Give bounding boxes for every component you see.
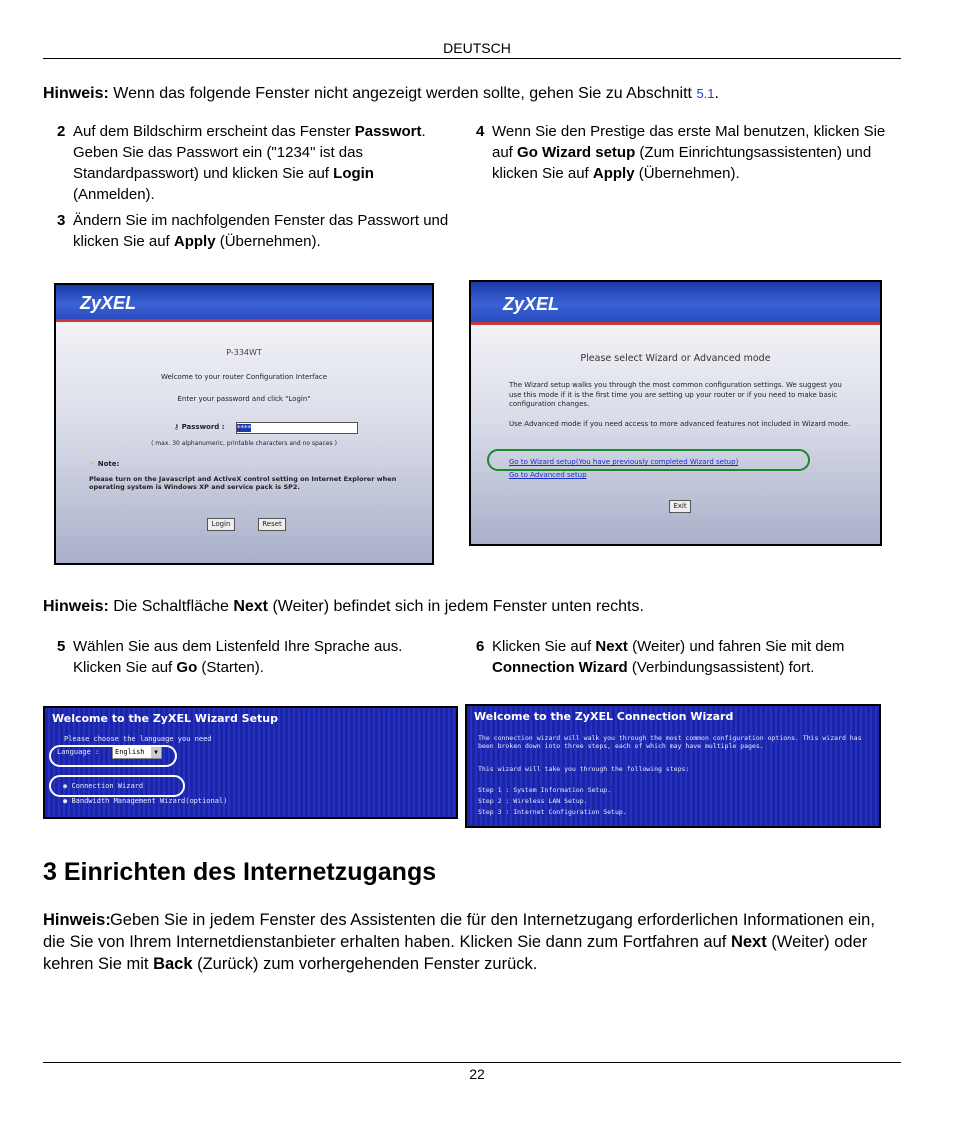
choose-language-text: Please choose the language you need <box>64 735 212 743</box>
zyxel-logo: ZyXEL <box>80 293 137 313</box>
zyxel-banner <box>56 285 432 322</box>
step-text: (Starten). <box>201 659 264 676</box>
connection-wizard-screenshot <box>465 704 881 828</box>
note-keyword: Back <box>153 955 193 973</box>
step-text: Ändern Sie im nachfolgenden Fenster das Passwort und klicken Sie auf <box>73 212 449 250</box>
note-hand-icon: ☞ <box>89 460 96 468</box>
highlight-oval <box>49 775 185 797</box>
connection-wizard-title: Welcome to the ZyXEL Connection Wizard <box>474 710 734 723</box>
step-keyword: Go <box>176 659 198 676</box>
step-text: . Geben Sie das Passwort ein ("1234" ist das Standardpasswort) und klicken Sie auf <box>73 123 426 182</box>
highlight-oval <box>487 449 810 471</box>
steps-intro: This wizard will take you through the following steps: <box>478 765 690 773</box>
wizard-setup-title: Welcome to the ZyXEL Wizard Setup <box>52 712 279 725</box>
note-heading <box>89 460 119 468</box>
note-text: Wenn das folgende Fenster nicht angezeigt werden sollte, gehen Sie zu Abschnitt <box>113 85 692 102</box>
login-button[interactable]: Login <box>207 518 235 531</box>
exit-button[interactable]: Exit <box>669 500 691 513</box>
wizard-setup-screenshot <box>43 706 458 819</box>
note-text: (Zurück) zum vorhergehenden Fenster zurück. <box>197 955 538 973</box>
step-text: (Übernehmen). <box>638 165 740 182</box>
note-label: Hinweis: <box>43 911 111 929</box>
note-text: (Weiter) befindet sich in jedem Fenster unten rechts. <box>272 598 644 615</box>
wizard-description: The Wizard setup walks you through the most common configuration settings. We suggest you use this mode if it is the first time you are setting up your router or if you need to make basic configuration changes. <box>509 381 842 408</box>
advanced-setup-link[interactable]: Go to Advanced setup <box>509 471 587 479</box>
enter-password-text: Enter your password and click "Login" <box>177 395 311 403</box>
mode-panel <box>471 325 880 544</box>
radio-icon[interactable]: ● <box>63 797 68 805</box>
bandwidth-wizard-option[interactable] <box>63 797 227 805</box>
password-label-text: Password : <box>181 423 225 431</box>
step-text: Wenn Sie den Prestige das erste Mal benutzen, klicken Sie auf <box>492 123 886 161</box>
step-keyword: Apply <box>173 233 216 250</box>
mode-screenshot <box>469 280 882 546</box>
key-icon: ⚷ <box>174 423 180 431</box>
option-label: Bandwidth Management Wizard(optional) <box>71 797 228 805</box>
section-link[interactable]: 5.1 <box>696 86 715 101</box>
note-keyword: Next <box>730 933 767 951</box>
advanced-description: Use Advanced mode if you need access to more advanced features not included in Wizard mode. <box>509 420 851 428</box>
note-end: . <box>714 85 719 102</box>
step-3 <box>57 210 452 252</box>
chevron-down-icon[interactable]: ▼ <box>151 747 161 758</box>
zyxel-banner <box>471 282 880 325</box>
reset-button[interactable]: Reset <box>258 518 286 531</box>
password-label <box>174 423 225 431</box>
note-wizard-info <box>43 909 901 973</box>
note-label: Hinweis: <box>43 598 109 615</box>
step-text: Wählen Sie aus dem Listenfeld Ihre Sprache aus. Klicken Sie auf <box>73 638 403 676</box>
wizard-step-1: Step 1 : System Information Setup. <box>478 786 612 794</box>
step-text: Auf dem Bildschirm erscheint das Fenster <box>73 123 351 140</box>
note-text: Please turn on the Javascript and ActiveX control setting on Internet Explorer when operating system is Windows XP and service pack is SP2. <box>89 475 397 491</box>
note-text: Geben Sie in jedem Fenster des Assistenten die für den Internetzugang erforderlichen Informationen ein, die Sie von Ihrem Internetdienstanbieter erhalten haben. Klicken Sie dann zum Fortfahren auf <box>43 911 875 951</box>
password-value: **** <box>237 424 251 432</box>
step-number: 6 <box>476 638 485 655</box>
step-number: 3 <box>57 212 66 229</box>
highlight-oval <box>49 745 177 767</box>
note-body <box>43 909 901 975</box>
step-keyword: Next <box>595 638 628 655</box>
step-text: (Anmelden). <box>73 186 155 203</box>
step-4 <box>476 121 901 184</box>
wizard-step-3: Step 3 : Internet Configuration Setup. <box>478 808 627 816</box>
step-text: (Übernehmen). <box>219 233 321 250</box>
connection-wizard-intro: The connection wizard will walk you through the most common configuration options. This wizard has been broken down into three steps, each of which may have multiple pages. <box>478 734 862 750</box>
section-heading: 3 Einrichten des Internetzugangs <box>43 858 437 886</box>
page-number: 22 <box>469 1066 485 1082</box>
language-label: Language : <box>57 748 100 756</box>
zyxel-logo: ZyXEL <box>503 294 560 314</box>
step-keyword: Apply <box>592 165 635 182</box>
note-label: Note: <box>97 460 120 468</box>
step-keyword: Go Wizard setup <box>517 144 636 161</box>
step-keyword: Connection Wizard <box>492 659 628 676</box>
wizard-setup-link[interactable]: Go to Wizard setup(You have previously completed Wizard setup) <box>509 458 739 466</box>
note-label: Hinweis: <box>43 85 109 102</box>
step-number: 2 <box>57 123 66 140</box>
note-window-missing <box>43 83 903 105</box>
note-text: Die Schaltfläche <box>113 598 229 615</box>
step-text: (Verbindungsassistent) fort. <box>631 659 815 676</box>
model-name: P-334WT <box>226 348 262 357</box>
running-header: DEUTSCH <box>443 40 511 56</box>
step-text: (Zum Einrichtungsassistenten) und klicken Sie auf <box>492 144 872 182</box>
password-hint: ( max. 30 alphanumeric, printable characters and no spaces ) <box>151 440 337 447</box>
language-value: English <box>115 748 145 756</box>
welcome-text: Welcome to your router Configuration Interface <box>160 373 328 381</box>
step-keyword: Passwort <box>354 123 422 140</box>
step-number: 4 <box>476 123 485 140</box>
login-panel <box>56 322 432 563</box>
step-number: 5 <box>57 638 66 655</box>
step-text: (Weiter) und fahren Sie mit dem <box>632 638 845 655</box>
radio-selected-icon[interactable]: ◉ <box>63 782 68 790</box>
header-rule <box>43 58 901 59</box>
option-label: Connection Wizard <box>71 782 144 790</box>
password-input[interactable] <box>236 422 358 434</box>
step-5 <box>57 636 452 678</box>
step-6 <box>476 636 901 678</box>
step-keyword: Login <box>333 165 374 182</box>
wizard-step-2: Step 2 : Wireless LAN Setup. <box>478 797 588 805</box>
step-text: Klicken Sie auf <box>492 638 592 655</box>
mode-heading: Please select Wizard or Advanced mode <box>580 353 771 364</box>
footer-rule <box>43 1062 901 1063</box>
note-keyword: Next <box>233 598 269 615</box>
login-screenshot <box>54 283 434 565</box>
note-text: (Weiter) oder kehren Sie mit <box>43 933 868 973</box>
note-next-button <box>43 596 903 618</box>
step-2 <box>57 121 452 205</box>
